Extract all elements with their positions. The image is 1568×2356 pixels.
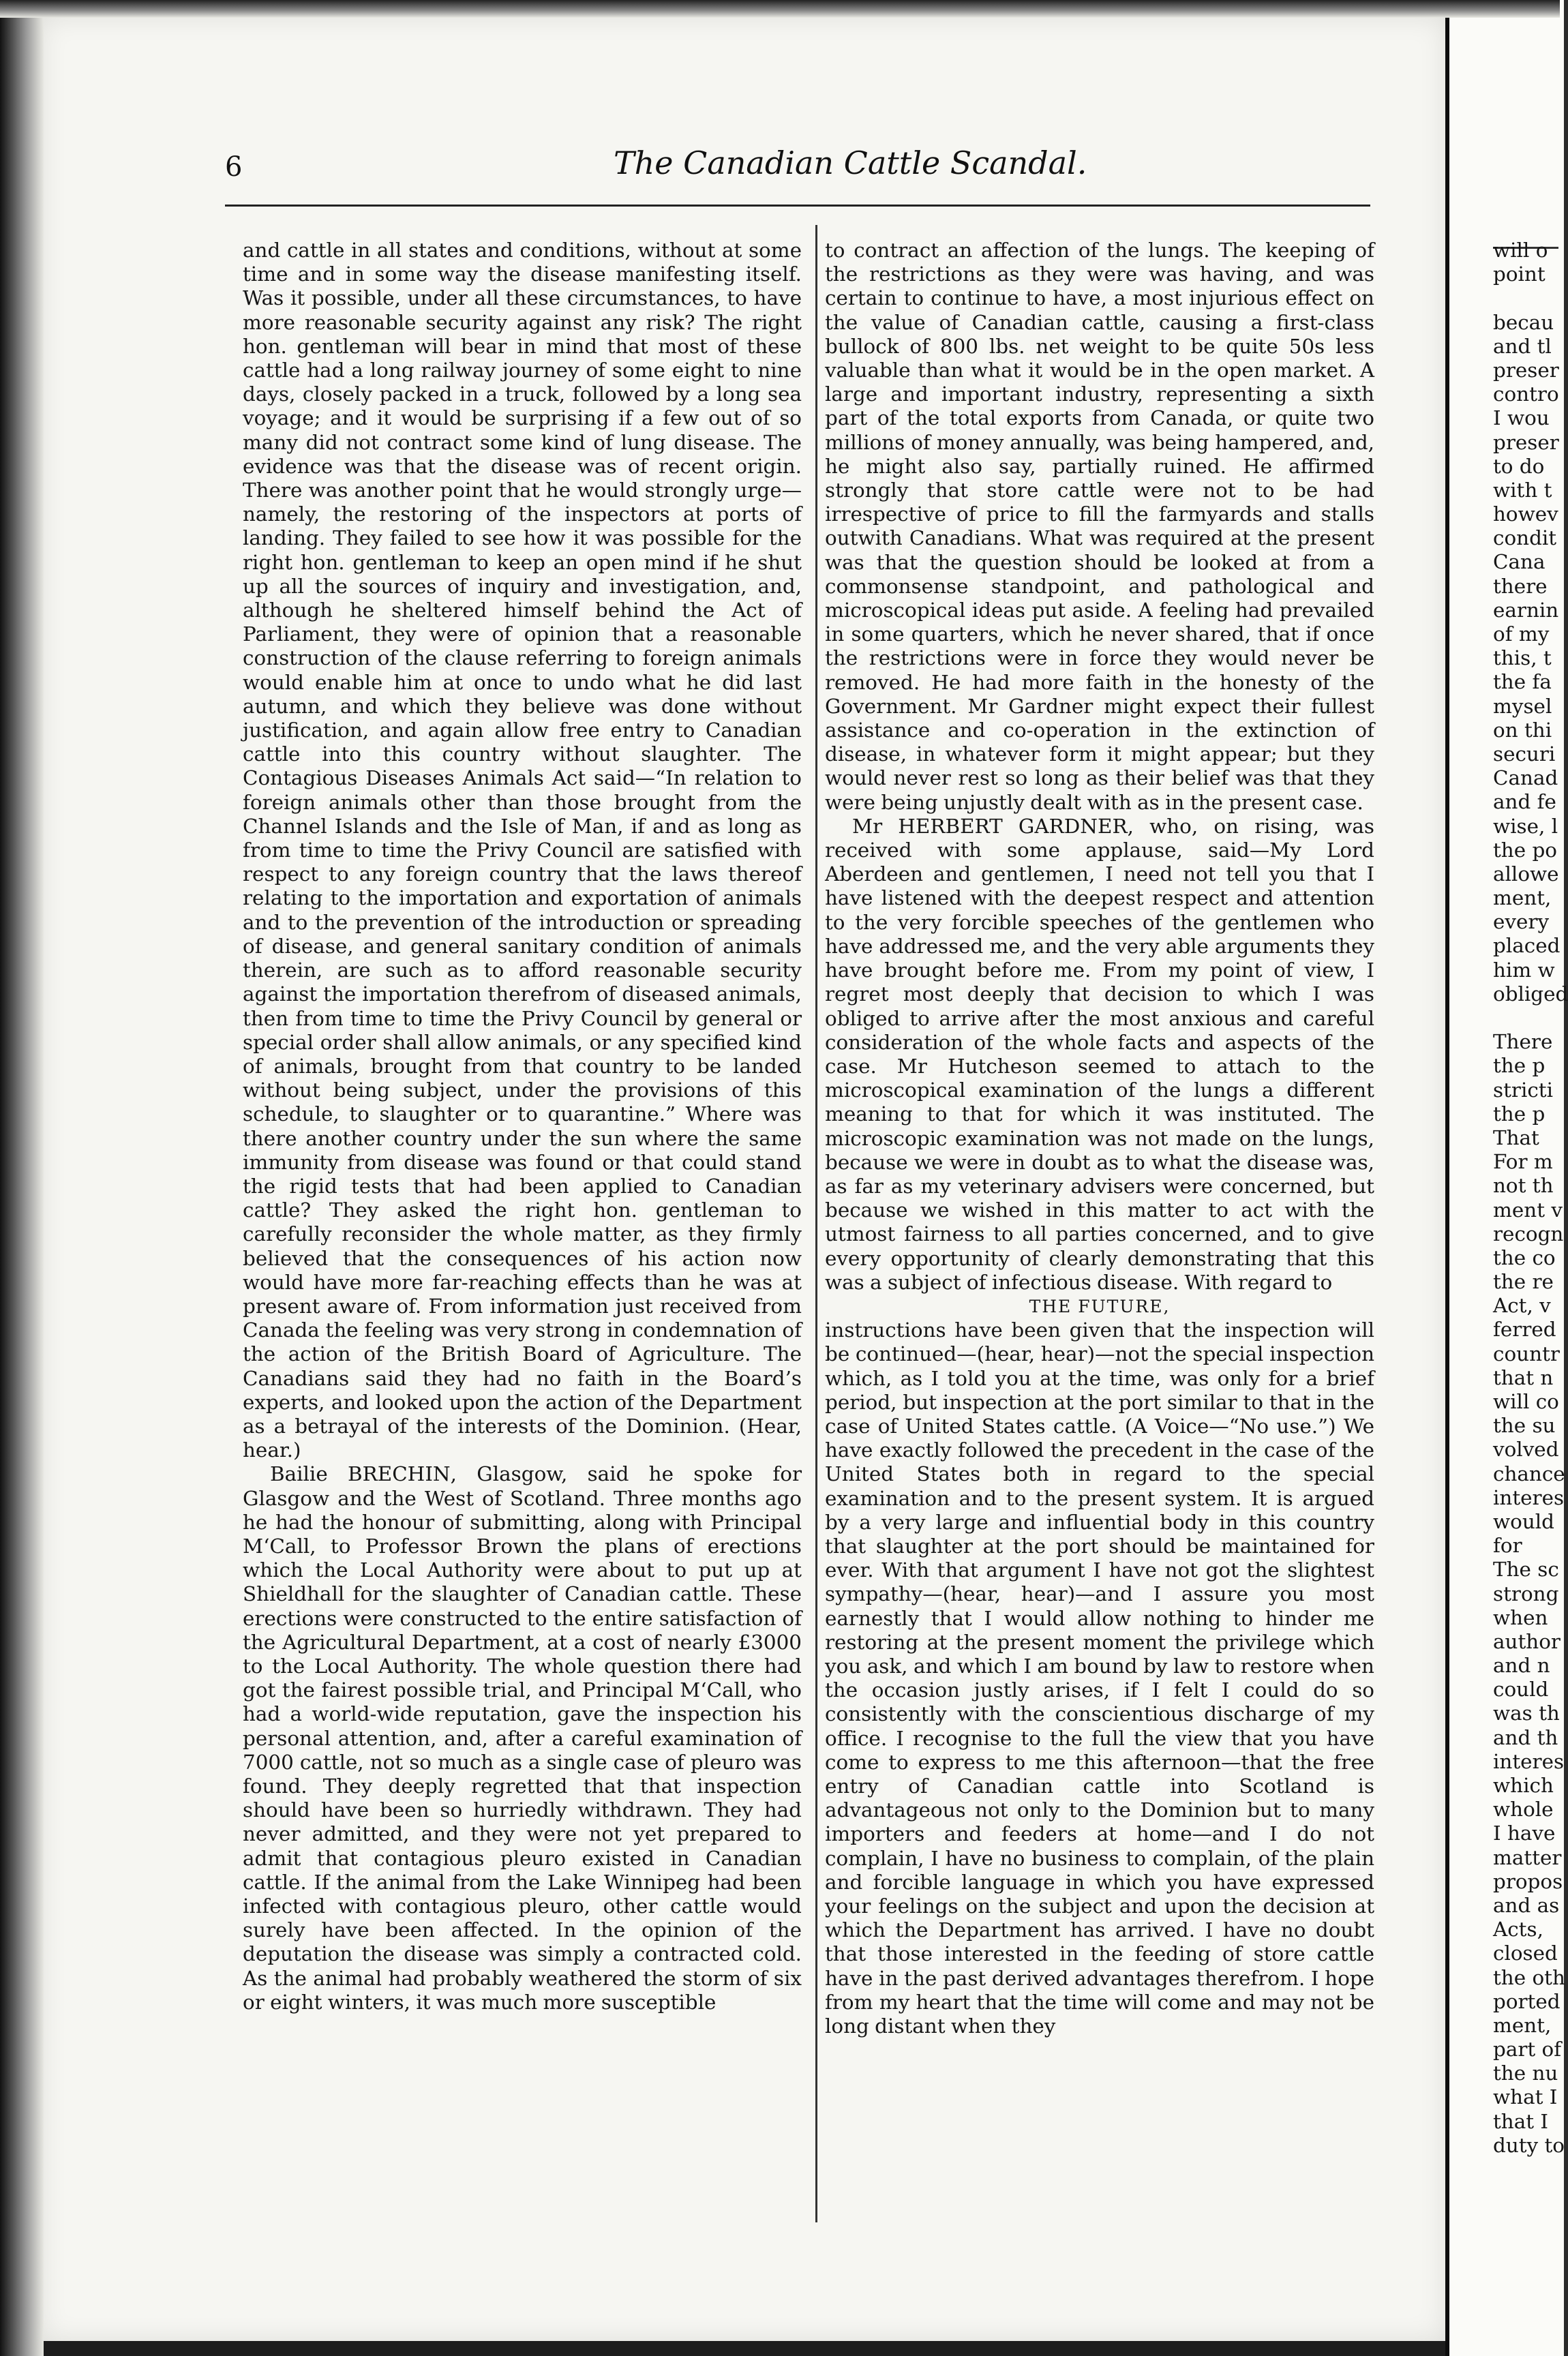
facing-page-line: point: [1493, 262, 1546, 286]
facing-page-line: the su: [1493, 1414, 1556, 1438]
left-column: [243, 239, 802, 2014]
facing-page-line: to do: [1493, 454, 1545, 478]
facing-page-line: mysel: [1493, 694, 1552, 718]
facing-page-line: Canad: [1493, 766, 1558, 790]
facing-page-line: matter: [1493, 1845, 1562, 1869]
facing-page-line: [1493, 286, 1558, 310]
facing-page-line: every: [1493, 910, 1550, 934]
facing-page-line: with t: [1493, 478, 1552, 502]
facing-page-line: That: [1493, 1126, 1539, 1149]
paragraph: instructions have been given that the inspection will be continued—(hear, hear)—not the special inspection which, as I told you at the time, was only for a brief period, but inspection at the port similar to that in the case of United States cattle. (A Voice—“No use.”) We have exactly followed the precedent in the case of the United States both in regard to the special examination and to the present system. It is argued by a very large and influential body in this country that slaughter at the port should be maintained for ever. With that argument I have not got the slightest sympathy—(hear, hear)—and I assure you most earnestly that I would allow nothing to hinder me restoring at the present moment the privilege which you ask, and which I am bound by law to restore when the occasion justly arises, if I felt I could do so consistently with the conscientious discharge of my office. I recognise to the full the view that you have come to express to me this afternoon—that the free entry of Canadian cattle into Scotland is advantageous not only to the Dominion but to many importers and feeders at home—and I do not complain, I have no business to complain, of the plain and forcible language in which you have expressed your feelings on the subject and upon the decision at which the Department has arrived. I have no doubt that those interested in the feeding of store cattle have in the past derived advantages therefrom. I hope from my heart that the time will come and may not be long distant when they: [825, 1318, 1374, 2038]
facing-page-line: the co: [1493, 1245, 1556, 1269]
facing-page-line: howev: [1493, 502, 1558, 526]
facing-page-line: becau: [1493, 310, 1554, 334]
facing-page-line: interes: [1493, 1749, 1565, 1773]
facing-page-line: ported: [1493, 1989, 1561, 2013]
facing-page-line: placed: [1493, 934, 1561, 958]
facing-page-line: duty to: [1493, 2133, 1565, 2157]
paragraph-body: , Glasgow, said he spoke for Glasgow and the West of Scotland. Three months ago he had the honour of submitting, along with Principal M‘Call, to Professor Brown the plans of erections which the Local Authority were about to put up at Shieldhall for the slaughter of Canadian cattle. These erections were constructed to the entire satisfaction of the Agricultural Department, at a cost of nearly £3000 to the Local Authority. The whole question there had got the fairest possible trial, and Principal M‘Call, who had a world-wide reputation, gave the inspection his personal attention, and, after a careful examination of 7000 cattle, not so much as a single case of pleuro was found. They deeply regretted that that inspection should have been so hurriedly withdrawn. They had never admitted, and they were not yet prepared to admit that contagious pleuro existed in Canadian cattle. If the animal from the Lake Winnipeg had been infected with contagious pleuro, other cattle would surely have been affected. In the opinion of the deputation the disease was simply a contracted cold. As the animal had probably weathered the storm of six or eight winters, it was much more susceptible: [243, 1462, 802, 2014]
facing-page-line: was th: [1493, 1702, 1560, 1725]
facing-page-line: volved: [1493, 1438, 1559, 1462]
paragraph: and cattle in all states and conditions, without at some time and in some way the disease manifesting itself. Was it possible, under all these circumstances, to have more reasonable security against any risk? The right hon. gentleman will bear in mind that most of these cattle had a long railway journey of some eight to nine days, closely packed in a truck, followed by a long sea voyage; and it would be surprising if a few out of so many did not contract some kind of lung disease. The evidence was that the disease was of recent origin. There was another point that he would strongly urge—namely, the restoring of the inspectors at ports of landing. They failed to see how it was possible for the right hon. gentleman to keep an open mind if he shut up all the sources of inquiry and investigation, and, although he sheltered himself behind the Act of Parliament, they were of opinion that a reasonable construction of the clause referring to foreign animals would enable him at once to undo what he did last autumn, and which they believe was done without justification, and again allow free entry to Canadian cattle into this country without slaughter. The Contagious Diseases Animals Act said—“In relation to foreign animals other than those brought from the Channel Islands and the Isle of Man, if and as long as from time to time the Privy Council are satisfied with respect to any foreign country that the laws thereof relating to the importation and exportation of animals and to the prevention of the introduction or spreading of disease, and general sanitary condition of animals therein, are such as to afford reasonable security against the importation therefrom of diseased animals, then from time to time the Privy Council by general or special order shall allow animals, or any specified kind of animals, brought from that country to be landed without being subject, under the provisions of this schedule, to slaughter or to quarantine.” Where was there another country under the sun where the same immunity from disease was found or that could stand the rigid tests that had been applied to Canadian cattle? They asked the right hon. gentleman to carefully reconsider the whole matter, as they firmly believed that the consequences of his action now would have more far-reaching effects than he was at present aware of. From information just received from Canada the feeling was very strong in condemnation of the action of the British Board of Agriculture. The Canadians said they had no faith in the Board’s experts, and looked upon the action of the Department as a betrayal of the interests of the Dominion. (Hear, hear.): [243, 239, 802, 1462]
top-edge-shadow: [0, 0, 1560, 18]
paragraph: to contract an affection of the lungs. The keeping of the restrictions as they were was having, and was certain to continue to have, a most injurious effect on the value of Canadian cattle, causing a first-class bullock of 800 lbs. net weight to be quite 50s less valuable than what it would be in the open market. A large and important industry, representing a sixth part of the total exports from Canada, or quite two millions of money annually, was being hampered, and, he might also say, partially ruined. He affirmed strongly that store cattle were not to be had irrespective of price to fill the farmyards and stalls outwith Canadians. What was required at the present was that the question should be looked at from a commonsense standpoint, and pathological and microscopical ideas put aside. A feeling had prevailed in some quarters, which he never shared, that if once the restrictions were in force they would never be removed. He had more faith in the honesty of the Government. Mr Gardner might expect their fullest assistance and co-operation in the extinction of disease, in whatever form it might appear; but they would never rest so long as their belief was that they were being unjustly dealt with as in the present case.: [825, 239, 1374, 814]
facing-page-line: when: [1493, 1605, 1548, 1629]
facing-page-line: condit: [1493, 526, 1557, 550]
facing-page-line: preser: [1493, 358, 1559, 382]
speaker-title: Bailie: [270, 1462, 348, 1486]
speaker-name: BRECHIN: [348, 1462, 451, 1486]
facing-page-line: I have: [1493, 1822, 1556, 1845]
running-head: The Canadian Cattle Scandal.: [614, 145, 1087, 181]
facing-page-line: and n: [1493, 1654, 1550, 1678]
speaker-title: Mr: [852, 814, 899, 838]
header-rule: [225, 205, 1370, 207]
facing-page-line: will co: [1493, 1390, 1559, 1413]
facing-page-line: closed: [1493, 1942, 1558, 1965]
facing-page-line: strong: [1493, 1582, 1559, 1605]
facing-page-line: chance: [1493, 1462, 1565, 1485]
facing-page-line: recogn: [1493, 1222, 1564, 1245]
facing-page-line: countr: [1493, 1342, 1560, 1365]
facing-page-line: what I: [1493, 2085, 1558, 2109]
facing-page-line: could: [1493, 1678, 1549, 1702]
binding-shadow: [0, 0, 44, 2356]
facing-page-line: and fe: [1493, 790, 1556, 814]
facing-page-line: interes: [1493, 1485, 1565, 1509]
facing-page-line: ment v: [1493, 1198, 1563, 1222]
facing-page-line: Acts,: [1493, 1918, 1543, 1942]
facing-page-line: Act, v: [1493, 1294, 1551, 1318]
facing-page-line: whole: [1493, 1798, 1554, 1822]
facing-page-line: the oth: [1493, 1965, 1565, 1989]
facing-page-line: contro: [1493, 382, 1559, 406]
facing-page-line: this, t: [1493, 646, 1552, 670]
facing-page-line: the p: [1493, 1102, 1546, 1126]
facing-page-line: there: [1493, 574, 1548, 598]
facing-page-line: propos: [1493, 1869, 1563, 1893]
facing-page-line: wise, l: [1493, 814, 1558, 838]
facing-page-line: and th: [1493, 1725, 1558, 1749]
facing-page-line: the re: [1493, 1270, 1554, 1294]
facing-page-line: for: [1493, 1534, 1522, 1558]
facing-page-line: on thi: [1493, 718, 1552, 742]
facing-page-line: would: [1493, 1509, 1554, 1533]
facing-page-line: Cana: [1493, 550, 1546, 574]
facing-page-line: which: [1493, 1774, 1554, 1797]
facing-page-line: part of: [1493, 2038, 1562, 2062]
facing-page-line: [1493, 1006, 1558, 1030]
facing-page-column: [1493, 239, 1568, 2158]
facing-page-line: the p: [1493, 1054, 1546, 1078]
facing-page-line: the nu: [1493, 2062, 1558, 2085]
speaker-name: HERBERT GARDNER: [898, 814, 1128, 838]
facing-page-line: allowe: [1493, 862, 1559, 886]
facing-page-line: I wou: [1493, 406, 1550, 430]
facing-page-line: him w: [1493, 958, 1555, 982]
facing-page-line: of my: [1493, 622, 1550, 646]
facing-page-line: earnin: [1493, 598, 1559, 622]
facing-page-line: will o: [1493, 239, 1548, 262]
facing-page-line: For m: [1493, 1150, 1553, 1174]
section-subheading: THE FUTURE,: [1029, 1296, 1171, 1316]
facing-page-line: not th: [1493, 1174, 1554, 1198]
facing-page-line: There: [1493, 1030, 1553, 1054]
paragraph-gardner: [825, 815, 1374, 1295]
facing-page-line: preser: [1493, 430, 1559, 454]
column-divider: [815, 225, 817, 2222]
facing-page-line: and tl: [1493, 334, 1552, 358]
facing-page-line: that n: [1493, 1365, 1554, 1389]
paragraph-brechin: [243, 1462, 802, 2014]
facing-page-line: author: [1493, 1629, 1561, 1653]
facing-page-line: the po: [1493, 838, 1557, 862]
facing-page-line: ment,: [1493, 886, 1552, 910]
facing-page-line: The sc: [1493, 1558, 1559, 1582]
facing-page-line: securi: [1493, 742, 1556, 766]
paragraph-body: , who, on rising, was received with some applause, said—My Lord Aberdeen and gentlemen, I need not tell you that I have listened with the deepest respect and attention to the very forcible speeches of the gentlemen who have addressed me, and the very able arguments they have brought before me. From my point of view, I regret most deeply that decision to which I was obliged to arrive after the most anxious and careful consideration of the whole facts and aspects of the case. Mr Hutcheson seemed to attach to the microscopical examination of the lungs a different meaning to that for which it was instituted. The microscopic examination was not made on the lungs, because we were in doubt as to what the disease was, as far as my veterinary advisers were concerned, but because we wished in this matter to act with the utmost fairness to all parties concerned, and to give every opportunity of clearly demonstrating that this was a subject of infectious disease. With regard to: [825, 814, 1374, 1294]
facing-page-line: that I: [1493, 2109, 1549, 2133]
facing-page-line: obliged: [1493, 982, 1568, 1006]
facing-page-line: ferred: [1493, 1318, 1556, 1342]
facing-page-line: ment,: [1493, 2013, 1552, 2037]
facing-page-line: and as: [1493, 1893, 1560, 1917]
page-number: 6: [225, 151, 243, 183]
facing-page-line: the fa: [1493, 670, 1552, 694]
middle-column: [825, 239, 1374, 2038]
facing-page-line: stricti: [1493, 1078, 1554, 1102]
